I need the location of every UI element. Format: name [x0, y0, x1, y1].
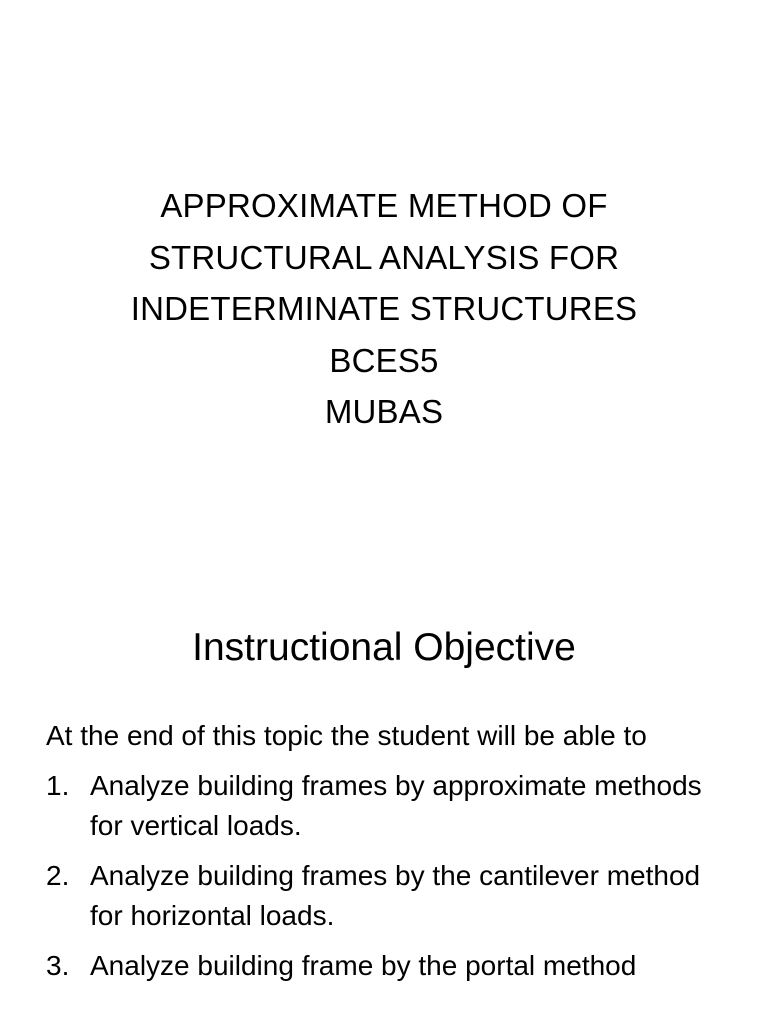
institution-name: MUBAS: [324, 393, 444, 430]
item-text: Analyze building frames by the cantilever method for horizontal loads.: [90, 860, 701, 931]
course-code: BCES5: [329, 341, 439, 379]
objectives-list: [46, 766, 726, 986]
item-number: 3.: [46, 950, 70, 981]
list-item: [46, 946, 726, 986]
item-text: Analyze building frame by the portal method: [90, 950, 637, 981]
item-number: 2.: [46, 860, 70, 891]
slide-title-block: [0, 180, 768, 438]
item-number: 1.: [46, 770, 70, 801]
list-item: [46, 766, 726, 846]
title-line: STRUCTURAL ANALYSIS FOR: [148, 238, 620, 276]
intro-text: At the end of this topic the student will be able to: [46, 720, 647, 751]
title-line: INDETERMINATE STRUCTURES: [130, 290, 638, 327]
slide-body: [46, 716, 726, 996]
title-line: APPROXIMATE METHOD OF: [160, 187, 608, 224]
list-item: [46, 856, 726, 936]
item-text: Analyze building frames by approximate methods for vertical loads.: [90, 770, 702, 841]
slide-heading: Instructional Objective: [192, 626, 576, 669]
objectives-slide: [0, 576, 768, 1024]
